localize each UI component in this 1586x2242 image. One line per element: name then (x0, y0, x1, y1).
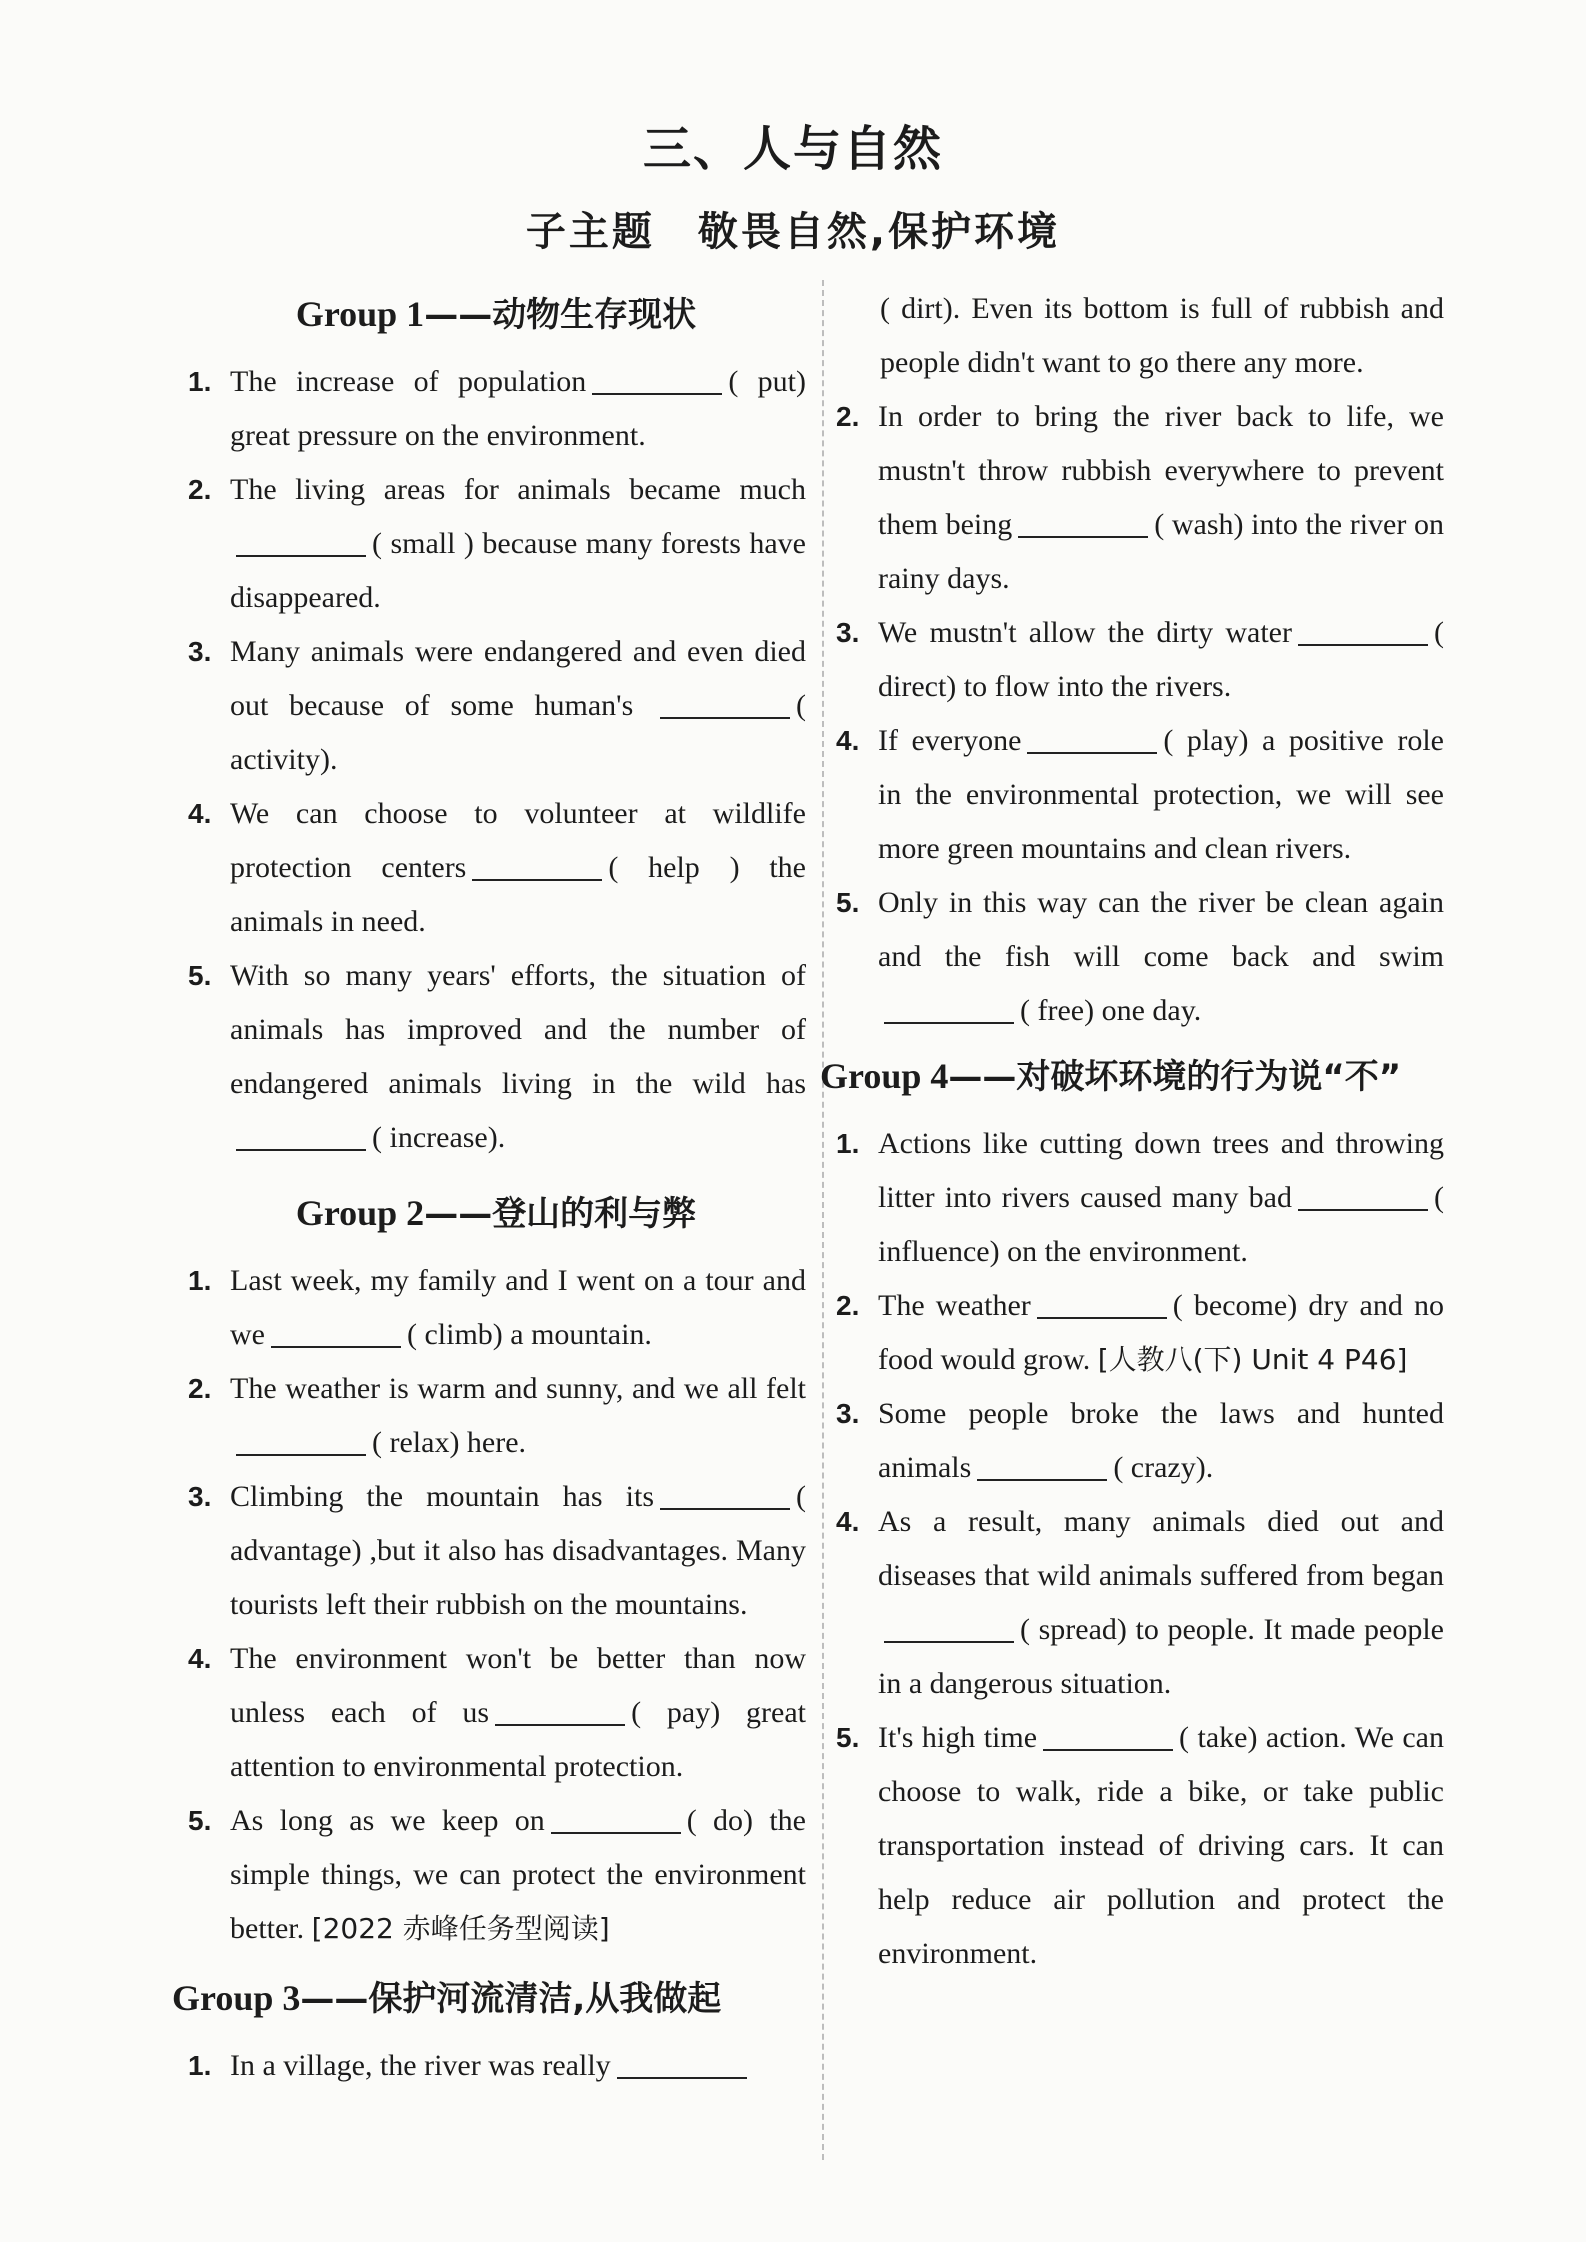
page-title: 三、人与自然 (642, 121, 943, 177)
question-item: 3. Some people broke the laws and hunted animals ( crazy). (836, 1397, 1444, 1484)
answer-blank[interactable] (1027, 722, 1157, 754)
left-column (172, 282, 806, 2093)
question-item: 3. We mustn't allow the dirty water ( direct) to flow into the rivers. (836, 616, 1444, 703)
answer-blank[interactable] (551, 1802, 681, 1834)
answer-blank[interactable] (236, 1424, 366, 1456)
question-item: 3. Climbing the mountain has its ( advantage) ,but it also has disadvantages. Many tourists left their rubbish on the mountains. (188, 1480, 806, 1621)
page-subtitle: 子主题 敬畏自然,保护环境 (525, 209, 1061, 255)
source-note: [2022 赤峰任务型阅读] (311, 1912, 610, 1945)
question-item: 1. Actions like cutting down trees and throwing litter into rivers caused many bad ( influence) on the environment. (836, 1127, 1444, 1268)
answer-blank[interactable] (977, 1449, 1107, 1481)
right-column (820, 282, 1444, 1981)
answer-blank[interactable] (617, 2047, 747, 2079)
answer-blank[interactable] (1037, 1287, 1167, 1319)
answer-blank[interactable] (660, 1478, 790, 1510)
answer-blank[interactable] (495, 1694, 625, 1726)
column-divider (822, 280, 824, 2160)
question-continuation: ( dirt). Even its bottom is full of rubbish and people didn't want to go there any more. (880, 292, 1444, 379)
group-4-title: Group 4——对破坏环境的行为说“不” (820, 1056, 1402, 1097)
answer-blank[interactable] (1298, 1179, 1428, 1211)
answer-blank[interactable] (592, 363, 722, 395)
question-item: 5. Only in this way can the river be clean again and the fish will come back and swim ( free) one day. (836, 886, 1444, 1027)
question-item: 2. The weather ( become) dry and no food would grow. [人教八(下) Unit 4 P46] (836, 1289, 1444, 1376)
answer-blank[interactable] (660, 687, 790, 719)
answer-blank[interactable] (1298, 614, 1428, 646)
answer-blank[interactable] (472, 849, 602, 881)
answer-blank[interactable] (884, 992, 1014, 1024)
question-item: 3. Many animals were endangered and even died out because of some human's ( activity). (188, 635, 806, 776)
question-item: 4. We can choose to volunteer at wildlife protection centers ( help ) the animals in need. (188, 797, 806, 938)
question-item: 5. With so many years' efforts, the situation of animals has improved and the number of endangered animals living in the wild has ( increase). (188, 959, 806, 1154)
question-item: 5. It's high time ( take) action. We can choose to walk, ride a bike, or take public transportation instead of driving cars. It can help reduce air pollution and protect the environment. (836, 1721, 1444, 1970)
question-item: 5. As long as we keep on ( do) the simple things, we can protect the environment better. [2022 赤峰任务型阅读] (188, 1804, 806, 1945)
question-item: 2. The living areas for animals became much ( small ) because many forests have disappeared. (188, 473, 806, 614)
question-item: 2. In order to bring the river back to life, we mustn't throw rubbish everywhere to prevent them being ( wash) into the river on rainy days. (836, 400, 1444, 595)
question-item: 4. As a result, many animals died out and diseases that wild animals suffered from began ( spread) to people. It made people in a dangerous situation. (836, 1505, 1444, 1700)
question-item: 1. Last week, my family and I went on a tour and we ( climb) a mountain. (188, 1264, 806, 1351)
answer-blank[interactable] (884, 1611, 1014, 1643)
question-item: 1. The increase of population ( put) great pressure on the environment. (188, 365, 806, 452)
group-1-title: Group 1——动物生存现状 (295, 294, 697, 335)
group-3-title: Group 3——保护河流清洁,从我做起 (172, 1978, 722, 2019)
question-item: 2. The weather is warm and sunny, and we all felt( relax) here. (188, 1372, 806, 1459)
question-item: 4. If everyone ( play) a positive role in the environmental protection, we will see more green mountains and clean rivers. (836, 724, 1444, 865)
answer-blank[interactable] (236, 1119, 366, 1151)
question-item: 1. In a village, the river was really (186, 2039, 806, 2093)
source-note: [人教八(下) Unit 4 P46] (1097, 1343, 1408, 1376)
answer-blank[interactable] (236, 525, 366, 557)
answer-blank[interactable] (1018, 506, 1148, 538)
answer-blank[interactable] (271, 1316, 401, 1348)
answer-blank[interactable] (1043, 1719, 1173, 1751)
question-item: 4. The environment won't be better than now unless each of us ( pay) great attention to environmental protection. (188, 1642, 806, 1783)
group-2-title: Group 2——登山的利与弊 (295, 1193, 697, 1234)
